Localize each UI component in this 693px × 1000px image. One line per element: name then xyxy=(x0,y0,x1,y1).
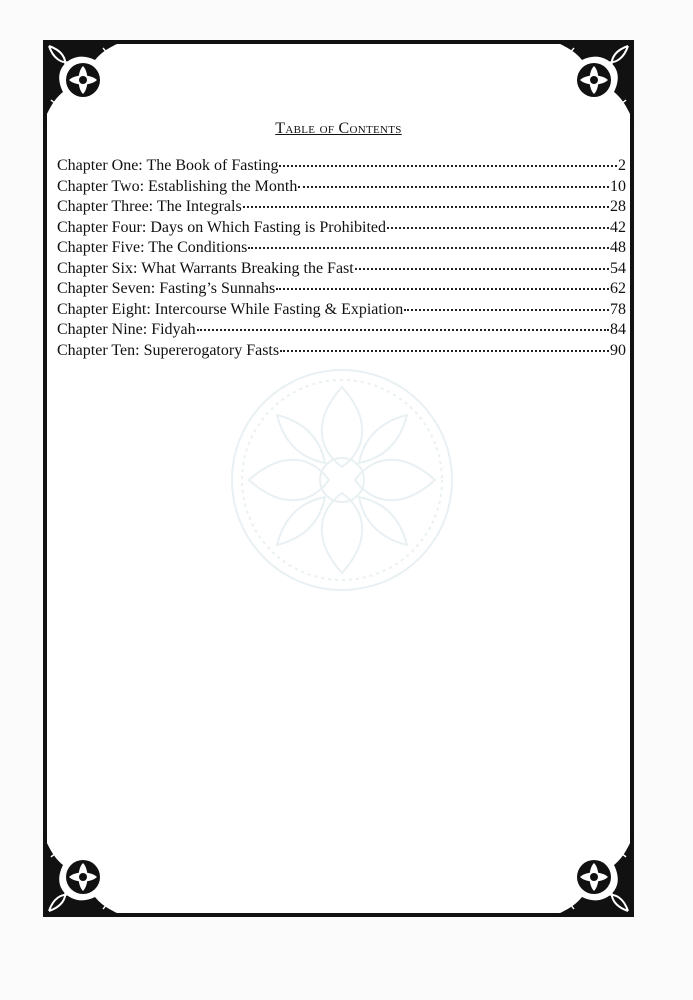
toc-entry-page: 90 xyxy=(610,341,626,359)
toc-entry-page: 84 xyxy=(610,321,626,338)
toc-heading-text: Table of Contents xyxy=(275,120,402,137)
toc-entry[interactable] xyxy=(57,300,626,321)
dot-leader xyxy=(280,349,609,352)
toc-entry-title: Chapter One: The Book of Fasting xyxy=(57,157,279,174)
toc-entry-title: Chapter Two: Establishing the Month xyxy=(57,177,298,195)
corner-ornament-icon xyxy=(552,40,634,122)
toc-entry[interactable] xyxy=(57,177,626,198)
toc-entry-title: Chapter Five: The Conditions xyxy=(57,239,248,256)
toc-entry-title: Chapter Eight: Intercourse While Fasting & Expiation xyxy=(57,300,404,318)
toc-list xyxy=(57,156,626,361)
dot-leader xyxy=(197,328,609,331)
toc-entry[interactable] xyxy=(57,259,626,280)
dot-leader xyxy=(404,308,609,311)
corner-ornament-icon xyxy=(43,835,125,917)
toc-entry-title: Chapter Four: Days on Which Fasting is Prohibited xyxy=(57,218,387,236)
toc-entry-title: Chapter Nine: Fidyah xyxy=(57,321,196,338)
dot-leader xyxy=(279,164,617,167)
toc-entry-page: 42 xyxy=(610,218,626,236)
toc-entry-page: 54 xyxy=(610,259,626,277)
dot-leader xyxy=(298,185,609,188)
dot-leader xyxy=(248,246,609,249)
toc-entry-title: Chapter Three: The Integrals xyxy=(57,198,242,215)
corner-ornament-icon xyxy=(43,40,125,122)
toc-entry[interactable] xyxy=(57,341,626,362)
toc-entry-page: 48 xyxy=(610,239,626,256)
toc-entry-page: 2 xyxy=(618,157,626,174)
toc-entry[interactable] xyxy=(57,279,626,300)
toc-entry[interactable] xyxy=(57,156,626,177)
toc-entry[interactable] xyxy=(57,197,626,218)
dot-leader xyxy=(387,226,609,229)
toc-entry-title: Chapter Six: What Warrants Breaking the Fast xyxy=(57,259,354,277)
toc-entry-title: Chapter Seven: Fasting’s Sunnahs xyxy=(57,280,276,297)
toc-entry-title: Chapter Ten: Supererogatory Fasts xyxy=(57,341,280,359)
toc-heading xyxy=(47,120,630,138)
toc-entry-page: 78 xyxy=(610,300,626,318)
corner-ornament-icon xyxy=(552,835,634,917)
toc-entry[interactable] xyxy=(57,320,626,341)
dot-leader xyxy=(355,267,609,270)
dot-leader xyxy=(276,287,609,290)
toc-entry-page: 62 xyxy=(610,280,626,297)
toc-entry-page: 10 xyxy=(610,177,626,195)
medallion-watermark-icon xyxy=(229,367,455,593)
toc-entry[interactable] xyxy=(57,218,626,239)
dot-leader xyxy=(243,205,609,208)
page-border-frame xyxy=(43,40,634,917)
toc-entry[interactable] xyxy=(57,238,626,259)
toc-entry-page: 28 xyxy=(610,198,626,215)
